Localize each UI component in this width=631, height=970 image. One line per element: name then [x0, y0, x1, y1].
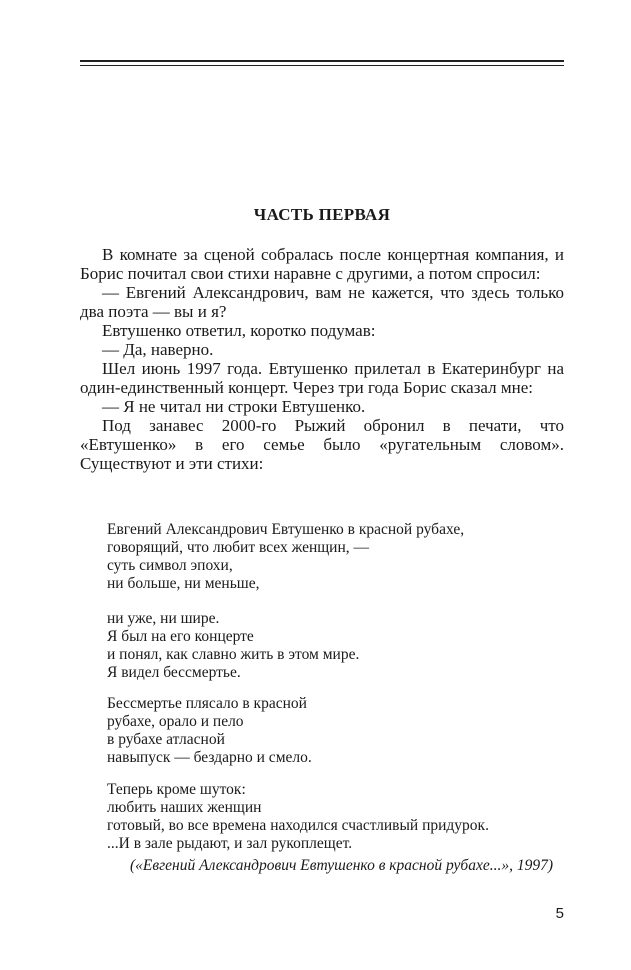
poem-line: рубахе, орало и пело	[107, 713, 244, 730]
poem-stanza-1	[107, 521, 567, 593]
paragraph: Евтушенко ответил, коротко подумав:	[102, 321, 376, 340]
header-rule-top	[80, 60, 564, 62]
paragraph: Шел июнь 1997 года. Евтушенко прилетал в Екатеринбург на один-единственный концерт. Через три года Борис сказал мне:	[80, 359, 564, 397]
poem-stanza-2	[107, 610, 567, 682]
poem-line: в рубахе атласной	[107, 731, 225, 748]
poem-stanza-3	[107, 695, 567, 767]
paragraph: — Я не читал ни строки Евтушенко.	[102, 397, 366, 416]
poem-line: Евгений Александрович Евтушенко в красной рубахе,	[107, 521, 465, 538]
paragraph: — Да, наверно.	[102, 340, 214, 359]
poem-line: готовый, во все времена находился счастливый придурок.	[107, 817, 489, 834]
poem-line: суть символ эпохи,	[107, 557, 233, 574]
poem-line: Теперь кроме шуток:	[107, 781, 246, 798]
paragraph: В комнате за сценой собралась после концертная компания, и Борис почитал свои стихи наравне с другими, а потом спросил:	[80, 245, 564, 283]
poem-line: Я был на его концерте	[107, 628, 254, 645]
poem-attribution: («Евгений Александрович Евтушенко в красной рубахе...», 1997)	[130, 857, 554, 874]
poem-stanza-4	[107, 781, 567, 853]
poem-line: ...И в зале рыдают, и зал рукоплещет.	[107, 835, 353, 852]
poem-line: любить наших женщин	[107, 799, 262, 816]
prose-body	[80, 245, 564, 473]
poem-line: Бессмертье плясало в красной	[107, 695, 307, 712]
poem-line: Я видел бессмертье.	[107, 664, 241, 681]
paragraph: Под занавес 2000-го Рыжий обронил в печати, что «Евтушенко» в его семье было «ругательным словом». Существуют и эти стихи:	[80, 416, 564, 473]
poem-line: ни больше, ни меньше,	[107, 575, 260, 592]
paragraph: — Евгений Александрович, вам не кажется, что здесь только два поэта — вы и я?	[80, 283, 564, 321]
poem-line: навыпуск — бездарно и смело.	[107, 749, 312, 766]
header-rule-bottom	[80, 65, 564, 66]
poem-line: и понял, как славно жить в этом мире.	[107, 646, 360, 663]
poem-line: ни уже, ни шире.	[107, 610, 220, 627]
page-number: 5	[555, 905, 564, 922]
poem-line: говорящий, что любит всех женщин, —	[107, 539, 370, 556]
chapter-heading: ЧАСТЬ ПЕРВАЯ	[253, 205, 391, 224]
